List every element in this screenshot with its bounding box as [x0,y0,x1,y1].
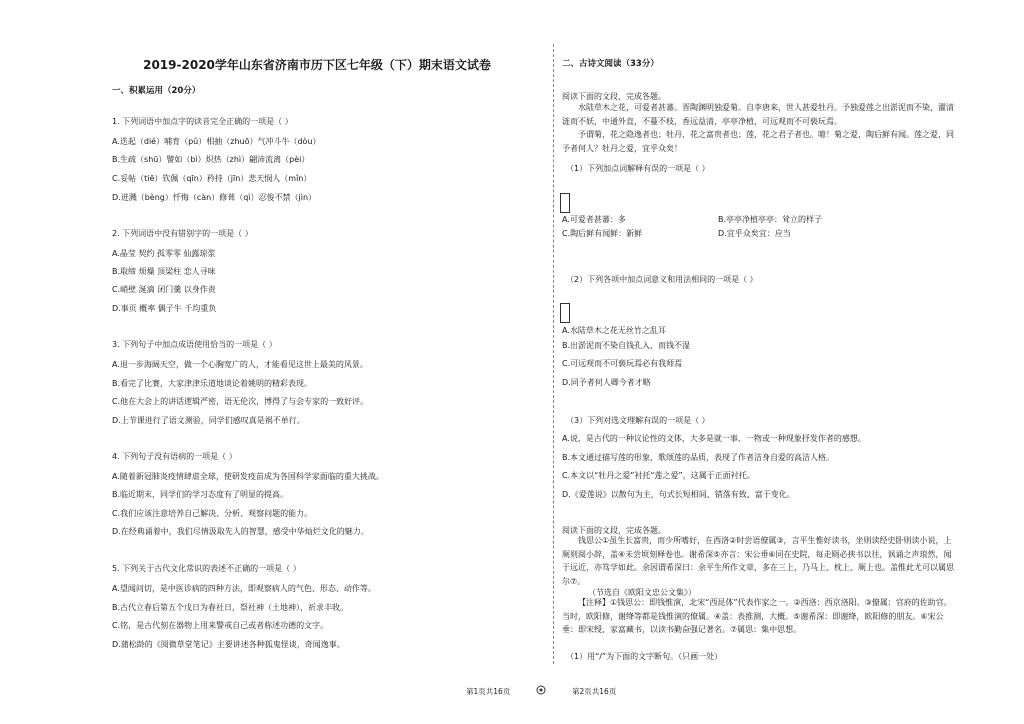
option-line: C.他在大会上的讲话逻辑严密，语无伦次，博得了与会专家的一致好评。 [112,397,369,406]
option-line: D.事页 概率 偶子牛 千均重负 [112,304,217,313]
option-line: D.宜乎众矣宜：应当 [718,229,791,238]
notes-text: 【注释】①钱思公：即钱惟演，北宋“西昆体”代表作家之一。②西洛：西京洛阳。③僚属：官府的佐助官。当时，欧阳修，谢绛等都是钱惟演的僚属。④盖：表推测，大概。⑤谢希深：即谢绛，欧阳修的朋友。⑥宋公垂：即宋绶，家富藏书，以读书勤奋强记著名。⑦属思：集中思想。 [562,598,952,634]
passage-text: 予谓菊，花之隐逸者也；牡丹，花之富贵者也；莲，花之君子者也。噫！菊之爱，陶后鲜有闻。莲之爱，同予者何人？牡丹之爱，宜乎众矣！ [562,130,954,153]
subquestion-stem: （1）用“/”为下面的文字断句。（只画一处） [566,652,723,661]
question-stem: 5. 下列关于古代文化常识的表述不正确的一项是（ ） [112,564,301,573]
option-line: C.铭，是古代刻在器物上用来警戒自己或者称述功德的文字。 [112,621,329,630]
option-line: B.本文通过描写莲的形象，歌颂莲的品质，表现了作者洁身自爱的高洁人格。 [562,453,835,462]
option-line: D.同予者何人卿今者才略 [562,378,651,387]
question-stem: 4. 下列句子没有语病的一项是（ ） [112,452,237,461]
option-line: D.《爱莲说》以散句为主，句式长短相间、错落有致、富于变化。 [562,490,795,499]
option-line: A.说，是古代的一种议论性的文体，大多是就一事、一物或一种现象抒发作者的感想。 [562,434,866,443]
page-number-left: 第1页共16页 [466,687,511,696]
option-line: C.峭壁 涎滴 闭门羹 以身作责 [112,285,216,294]
option-line: A.水陆草木之花无丝竹之乱耳 [562,326,666,335]
passage-text: 钱思公①虽生长富贵，而少所嗜好，在西洛②时尝语僚属③，言平生惟好读书，坐则读经史卧则读小说，上厕则阅小辞，盖④未尝顷刻释卷也。谢希深⑤亦言：宋公垂⑥同在史院，每走厕必挟书以往，讽诵之声琅然，闻于远近，亦笃学如此。余因谓希深曰：余平生所作文章，多在三上，乃马上、枕上、厕上也。盖惟此尤可以属思尔⑦。 [562,536,954,586]
option-line: D.在经典诵着中，我们尽情汲取先人的智慧，感受中华灿烂文化的魅力。 [112,527,369,536]
option-line: C.我们应该注意培养自己解决、分析、观察问题的能力。 [112,509,313,518]
column-divider [553,44,554,664]
answer-box[interactable] [560,193,570,213]
page-number-right: 第2页共16页 [572,687,617,696]
option-line: D.迸溅（bèng）忏悔（càn）修葺（qì）忍俊不禁（jìn） [112,193,317,202]
option-line: C.可远观而不可亵玩焉必有我师焉 [562,359,683,368]
section-heading: 一、积累运用（20分） [112,86,201,96]
option-line: D.蒲松龄的《阅微草堂笔记》主要讲述各种狐鬼怪谈，奇闻逸事。 [112,640,345,649]
subquestion-stem: （1）下列加点词解释有误的一项是（ ） [566,164,710,173]
subquestion-stem: （3）下列对选文理解有误的一项是（ ） [566,416,710,425]
option-line: A.随着新冠肺炎疫情肆虐全球，使研发疫苗成为各国科学家面临的重大挑战。 [112,472,384,481]
answer-box[interactable] [560,303,570,323]
question-stem: 1. 下列词语中加点字的读音完全正确的一项是（ ） [112,117,293,126]
option-line: B.古代立春后第五个戊日为春社日，祭社神（土地神），祈求丰收。 [112,603,349,612]
subquestion-stem: （2）下列各项中加点词意义和用法相同的一项是（ ） [566,275,758,284]
option-line: B.临近期末，同学们的学习态度有了明显的提高。 [112,490,289,499]
option-line: B.出淤泥而不染自钱孔入，而钱不湿 [562,341,691,350]
option-line: A.退一步海阔天空，做一个心胸宽广的人，才能看见这世上最美的风景。 [112,360,368,369]
option-line: B.生疏（shū）譬如（bì）炽热（zhì）翩沛流离（pèi） [112,155,310,164]
option-line: C.本文以“牡丹之爱”衬托“莲之爱”，这属于正面衬托。 [562,471,755,480]
option-line: A.晶莹 契约 孤零零 仙露琼浆 [112,249,216,258]
option-line: A.迭起（dié）哺育（pǔ）相抽（zhuō）气冲斗牛（dòu） [112,137,321,146]
passage-intro: 阅读下面的文段，完成各题。 [562,92,666,101]
page-title: 2019-2020学年山东省济南市历下区七年级（下）期末语文试卷 [143,58,491,72]
passage-text: 水陆草木之花，可爱者甚蕃。晋陶渊明独爱菊。自李唐来，世人甚爱牡丹。予独爱莲之出淤泥而不染，濯清涟而不妖，中通外直，不蔓不枝，香远益清，亭亭净植，可远观而不可亵玩焉。 [562,103,954,126]
option-line: B.看完了比赛，大家津津乐道地谈论着姚明的精彩表现。 [112,379,313,388]
passage-intro: 阅读下面的文段，完成各题。 [562,526,666,535]
page-separator-icon [534,683,548,697]
question-stem: 2. 下列词语中没有错别字的一项是（ ） [112,229,253,238]
option-line: A.望闻问切，是中医诊病的四种方法，即观察病人的气色、形态、动作等。 [112,584,376,593]
option-line: A.可爱者甚蕃：多 [562,215,626,224]
option-line: C.陶后鲜有闻鲜：新鲜 [562,229,643,238]
option-line: B.亭亭净植亭亭：耸立的样子 [718,215,823,224]
source-line: （节选自《欧阳文忠公文集》） [588,588,696,597]
option-line: D.上节课进行了语文测验，同学们感叹真是祸不单行。 [112,416,305,425]
question-stem: 3. 下列句子中加点成语使用恰当的一项是（ ） [112,340,277,349]
option-line: B.取缔 烦燥 顶梁柱 恋人寻味 [112,267,216,276]
section-heading: 二、古诗文阅读（33分） [562,59,659,69]
option-line: C.妥帖（tiē）钦佩（qīn）矜持（jīn）悲天悯人（mǐn） [112,174,312,183]
